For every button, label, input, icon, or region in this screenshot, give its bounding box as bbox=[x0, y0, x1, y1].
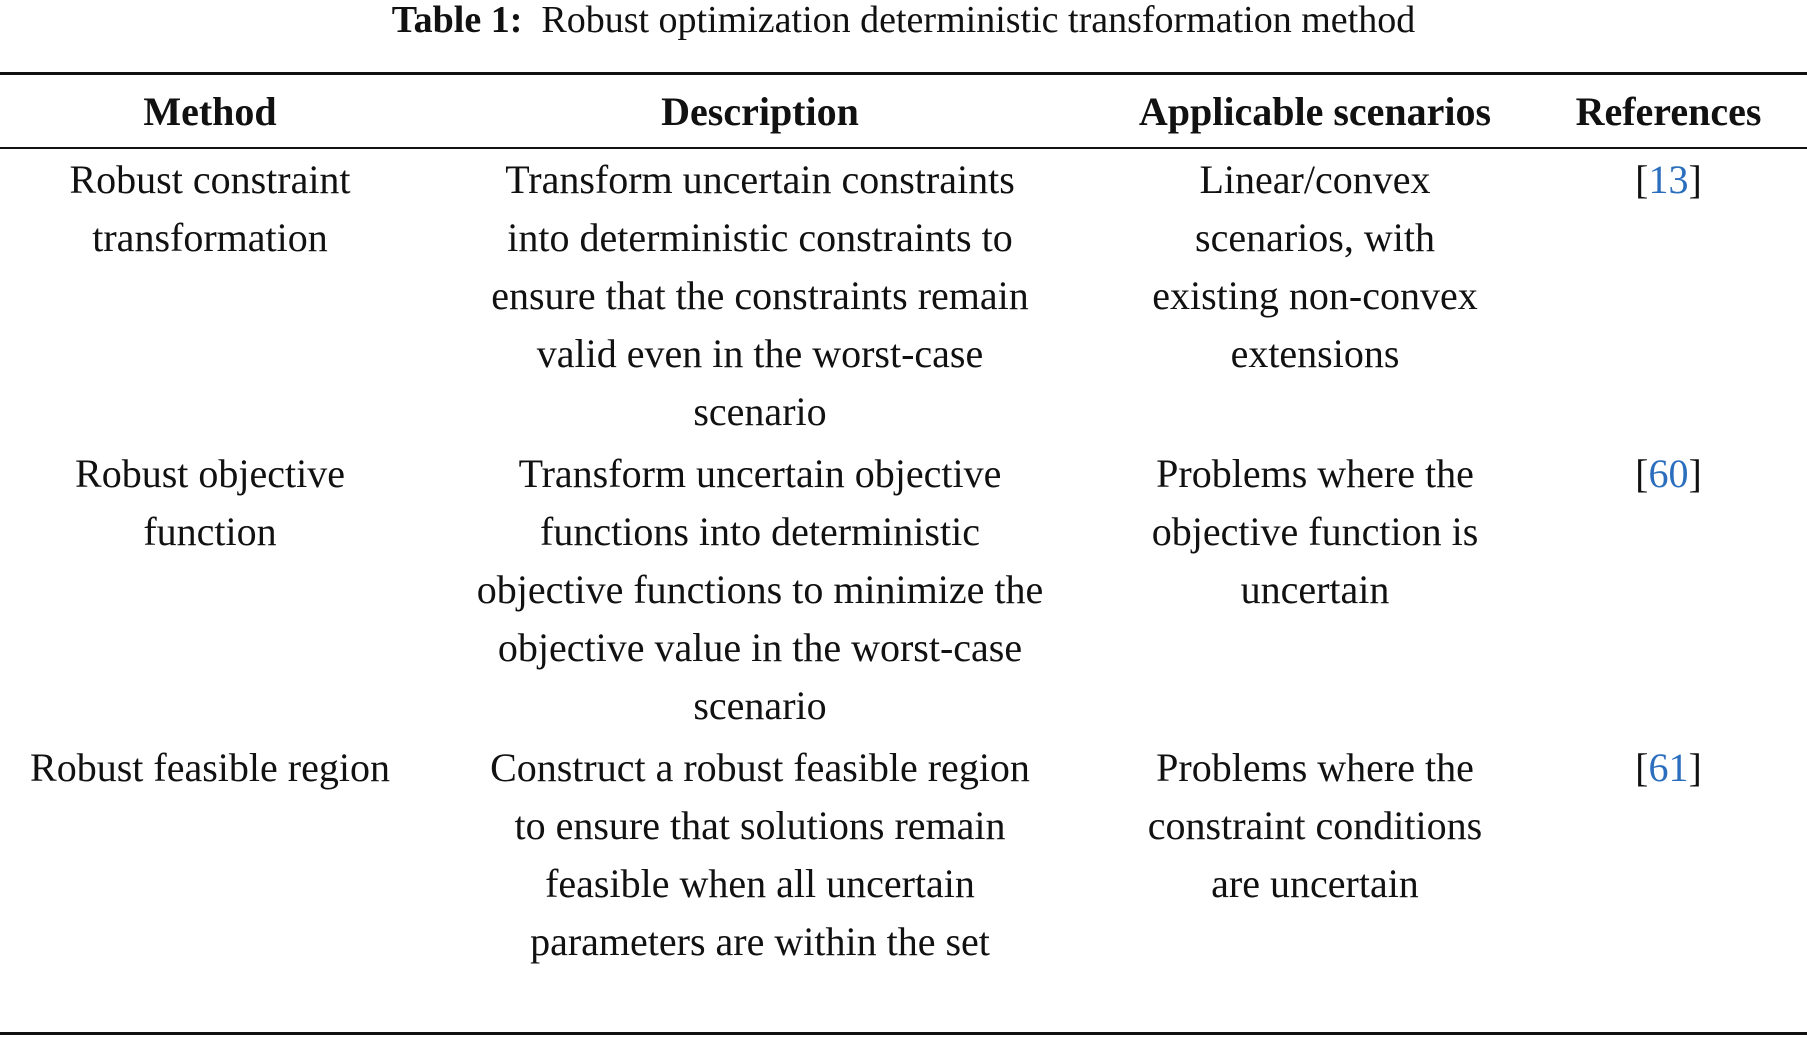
reference-link[interactable]: 61 bbox=[1648, 745, 1689, 790]
ref-bracket-close: ] bbox=[1688, 157, 1702, 202]
ref-bracket-open: [ bbox=[1635, 451, 1649, 496]
header-method: Method bbox=[143, 88, 277, 134]
reference-link[interactable]: 13 bbox=[1648, 157, 1689, 202]
table-row bbox=[0, 441, 1807, 735]
cell-description: Transform uncertain objective functions into deterministic objective functions to minimize the objective value in the worst-case scenario bbox=[476, 451, 1044, 728]
table-caption-text: Robust optimization deterministic transformation method bbox=[541, 0, 1416, 41]
header-references: References bbox=[1575, 88, 1762, 134]
cell-reference bbox=[1530, 735, 1807, 1025]
cell-reference bbox=[1530, 441, 1807, 735]
table-row bbox=[0, 147, 1807, 441]
ref-bracket-open: [ bbox=[1635, 157, 1649, 202]
ref-bracket-open: [ bbox=[1635, 745, 1649, 790]
cell-method: Robust constraint transformation bbox=[69, 157, 351, 260]
cell-scenarios: Problems where the objective function is uncertain bbox=[1151, 451, 1479, 612]
table-caption bbox=[0, 0, 1807, 40]
cell-method: Robust objective function bbox=[75, 451, 345, 554]
table-caption-label: Table 1: bbox=[391, 0, 523, 41]
cell-method: Robust feasible region bbox=[30, 745, 390, 790]
header-scenarios: Applicable scenarios bbox=[1138, 88, 1492, 134]
cell-description: Transform uncertain constraints into deterministic constraints to ensure that the constraints remain valid even in the worst-case scenario bbox=[491, 157, 1029, 434]
header-description: Description bbox=[661, 88, 859, 134]
table-bottom-rule bbox=[0, 1032, 1807, 1035]
cell-description: Construct a robust feasible region to ensure that solutions remain feasible when all uncertain parameters are within the set bbox=[490, 745, 1030, 964]
cell-reference bbox=[1530, 147, 1807, 441]
cell-scenarios: Problems where the constraint conditions are uncertain bbox=[1147, 745, 1483, 906]
ref-bracket-close: ] bbox=[1688, 451, 1702, 496]
methods-table bbox=[0, 75, 1807, 1025]
ref-bracket-close: ] bbox=[1688, 745, 1702, 790]
table-header-row bbox=[0, 75, 1807, 147]
reference-link[interactable]: 60 bbox=[1648, 451, 1689, 496]
table-row bbox=[0, 735, 1807, 1025]
cell-scenarios: Linear/convex scenarios, with existing non-convex extensions bbox=[1152, 157, 1478, 376]
